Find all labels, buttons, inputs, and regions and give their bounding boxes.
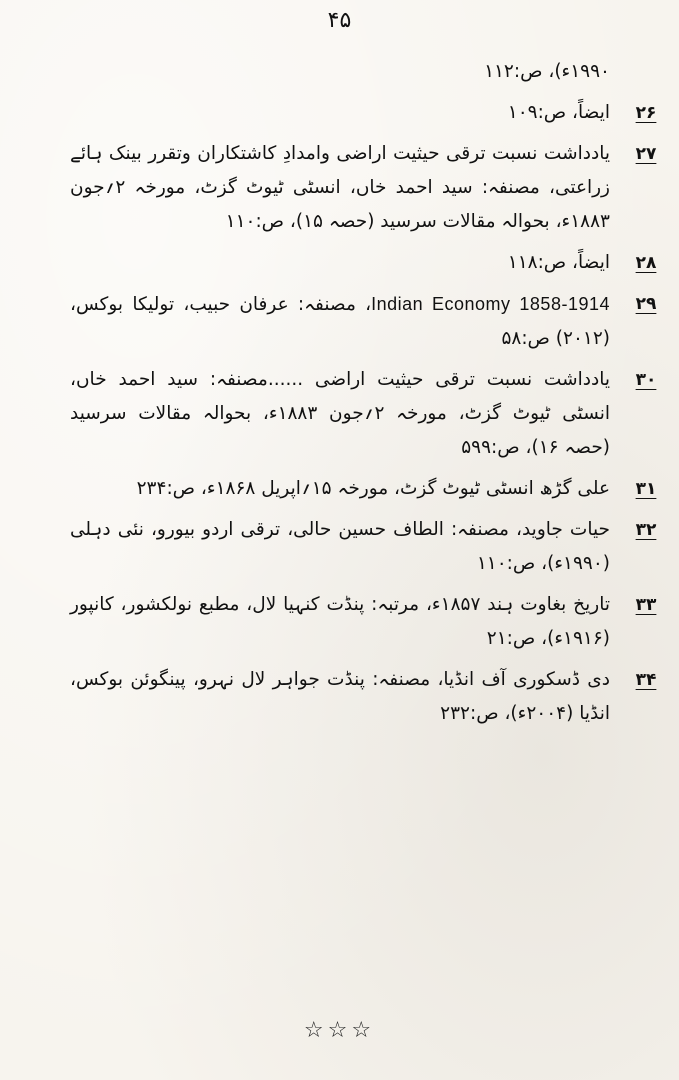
endnote-text: ایضاً، ص:۱۰۹	[507, 102, 610, 123]
endnote-29	[70, 287, 657, 356]
endnote-text: یادداشت نسبت ترقی حیثیت اراضی ......مصنفہ: سید احمد خاں، انسٹی ٹیوٹ گزٹ، مورخہ ۲؍جون ۱۸۸۳ء، بحوالہ مقالات سرسید (حصہ ۱۶)، ص:۵۹۹	[70, 369, 610, 458]
endnote-text: دی ڈسکوری آف انڈیا، مصنفہ: پنڈت جواہر لال نہرو، پینگوئن بوکس، انڈیا (۲۰۰۴ء)، ص:۲۳۲	[70, 669, 610, 724]
endnote-31	[70, 472, 657, 506]
endnote-text: ۱۹۹۰ء)، ص:۱۱۲	[484, 61, 610, 82]
endnote-text: حیات جاوید، مصنفہ: الطاف حسین حالی، ترقی اردو بیورو، نئی دہلی (۱۹۹۰ء)، ص:۱۱۰	[70, 519, 610, 574]
endnote-28	[70, 246, 657, 280]
endnote-number: ۳۰	[635, 370, 657, 390]
page-number: ۴۵	[327, 8, 352, 33]
endnote-32	[70, 513, 657, 581]
endnote-34	[70, 663, 657, 731]
endnote-33	[70, 588, 657, 656]
endnote-26	[70, 96, 657, 130]
endnote-text-block	[70, 287, 610, 356]
endnote-text: علی گڑھ انسٹی ٹیوٹ گزٹ، مورخہ ۱۵؍اپریل ۱۸۶۸ء، ص:۲۳۴	[136, 478, 610, 499]
endnote-number: ۳۱	[635, 479, 657, 499]
endnote-number: ۲۶	[635, 103, 657, 123]
endnote-30	[70, 363, 657, 465]
endnote-27	[70, 137, 657, 239]
endnote-number: ۳۳	[635, 595, 657, 615]
endnote-text: ، مصنفہ: عرفان حبیب، تولیکا بوکس، (۲۰۱۲) ص:۵۸	[70, 294, 610, 349]
book-title-english: Indian Economy 1858-1914	[371, 294, 610, 314]
endnote-number: ۲۸	[635, 253, 657, 273]
endnotes-list	[70, 55, 657, 738]
section-end-stars: ☆☆☆	[303, 1018, 376, 1043]
endnote-number: ۲۷	[635, 144, 657, 164]
endnote-number: ۳۲	[635, 520, 657, 540]
endnote-number: ۲۹	[635, 294, 657, 314]
endnote-text: یادداشت نسبت ترقی حیثیت اراضی وامدادِ کاشتکاران وتقرر بینک ہائے زراعتی، مصنفہ: سید احمد خاں، انسٹی ٹیوٹ گزٹ، مورخہ ۲؍جون ۱۸۸۳ء، بحوالہ مقالات سرسید (حصہ ۱۵)، ص:۱۱۰	[70, 143, 610, 232]
endnote-text: تاریخ بغاوت ہند ۱۸۵۷ء، مرتبہ: پنڈت کنہیا لال، مطبع نولکشور، کانپور (۱۹۱۶ء)، ص:۲۱	[70, 594, 610, 649]
endnote-continuation	[70, 55, 610, 89]
endnote-number: ۳۴	[635, 670, 657, 690]
endnote-text: ایضاً، ص:۱۱۸	[507, 252, 610, 273]
